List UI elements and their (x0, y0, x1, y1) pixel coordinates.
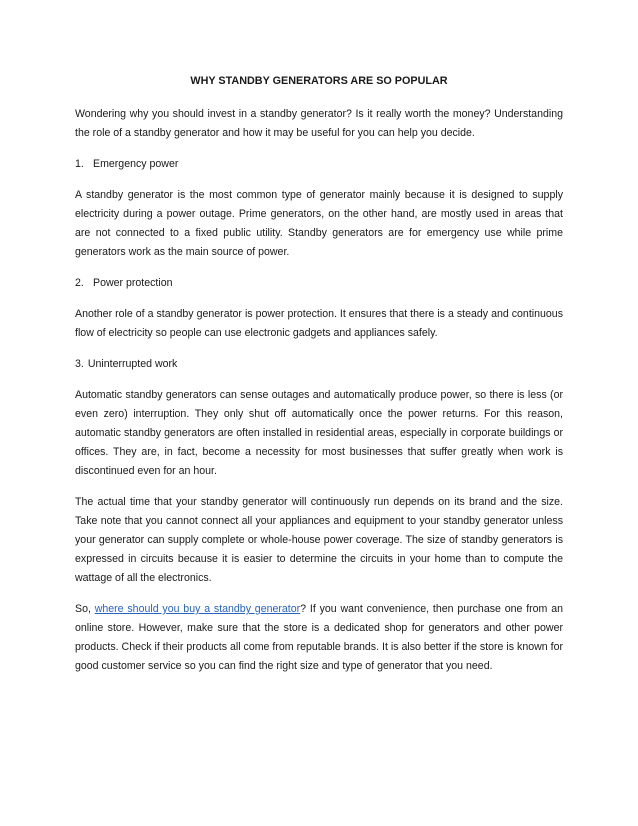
section-body-power-protection: Another role of a standby generator is power protection. It ensures that there is a steady and continuous flow of electricity so people can use electronic gadgets and appliances safely. (75, 308, 563, 339)
closing-paragraph (75, 600, 563, 676)
buy-standby-generator-link[interactable]: where should you buy a standby generator (94, 603, 301, 615)
section-heading-emergency-power (75, 155, 563, 174)
runtime-paragraph: The actual time that your standby generator will continuously run depends on its brand and the size. Take note that you cannot connect all your appliances and equipment to your standby generator unless your generator can supply complete or whole-house power coverage. The size of standby generators is expressed in circuits because it is easier to determine the circuits in your home than to compute the wattage of all the electronics. (75, 496, 563, 584)
section-heading-text: Power protection (93, 277, 173, 289)
section-heading-text: Emergency power (93, 158, 179, 170)
section-number: 2. (75, 277, 84, 289)
closing-suffix: ? If you want convenience, then purchase one from an online store. However, make sure that the store is a dedicated shop for generators and other power products. Check if their products all come from reputable brands. It is also better if the store is known for good customer service so you can find the right size and type of generator that you need. (75, 603, 563, 672)
closing-prefix: So, (75, 603, 95, 615)
section-heading-uninterrupted-work (75, 355, 563, 374)
section-body-emergency-power: A standby generator is the most common type of generator mainly because it is designed to supply electricity during a power outage. Prime generators, on the other hand, are mostly used in areas that are not connected to a fixed public utility. Standby generators are for emergency use while prime generators work as the main source of power. (75, 189, 563, 258)
section-number: 3. (75, 358, 84, 370)
section-heading-text: Uninterrupted work (87, 358, 178, 370)
section-heading-power-protection (75, 274, 563, 293)
document-page (75, 72, 563, 688)
section-number: 1. (75, 158, 84, 170)
intro-paragraph: Wondering why you should invest in a standby generator? Is it really worth the money? Understanding the role of a standby generator and how it may be useful for you can help you decide. (75, 108, 563, 139)
document-title: WHY STANDBY GENERATORS ARE SO POPULAR (190, 75, 448, 87)
section-body-uninterrupted-work: Automatic standby generators can sense outages and automatically produce power, so there is less (or even zero) interruption. They only shut off automatically once the power returns. For this reason, automatic standby generators are often installed in residential areas, especially in corporate buildings or offices. They are, in fact, become a necessity for most businesses that suffer greatly when work is discontinued even for an hour. (75, 389, 563, 477)
